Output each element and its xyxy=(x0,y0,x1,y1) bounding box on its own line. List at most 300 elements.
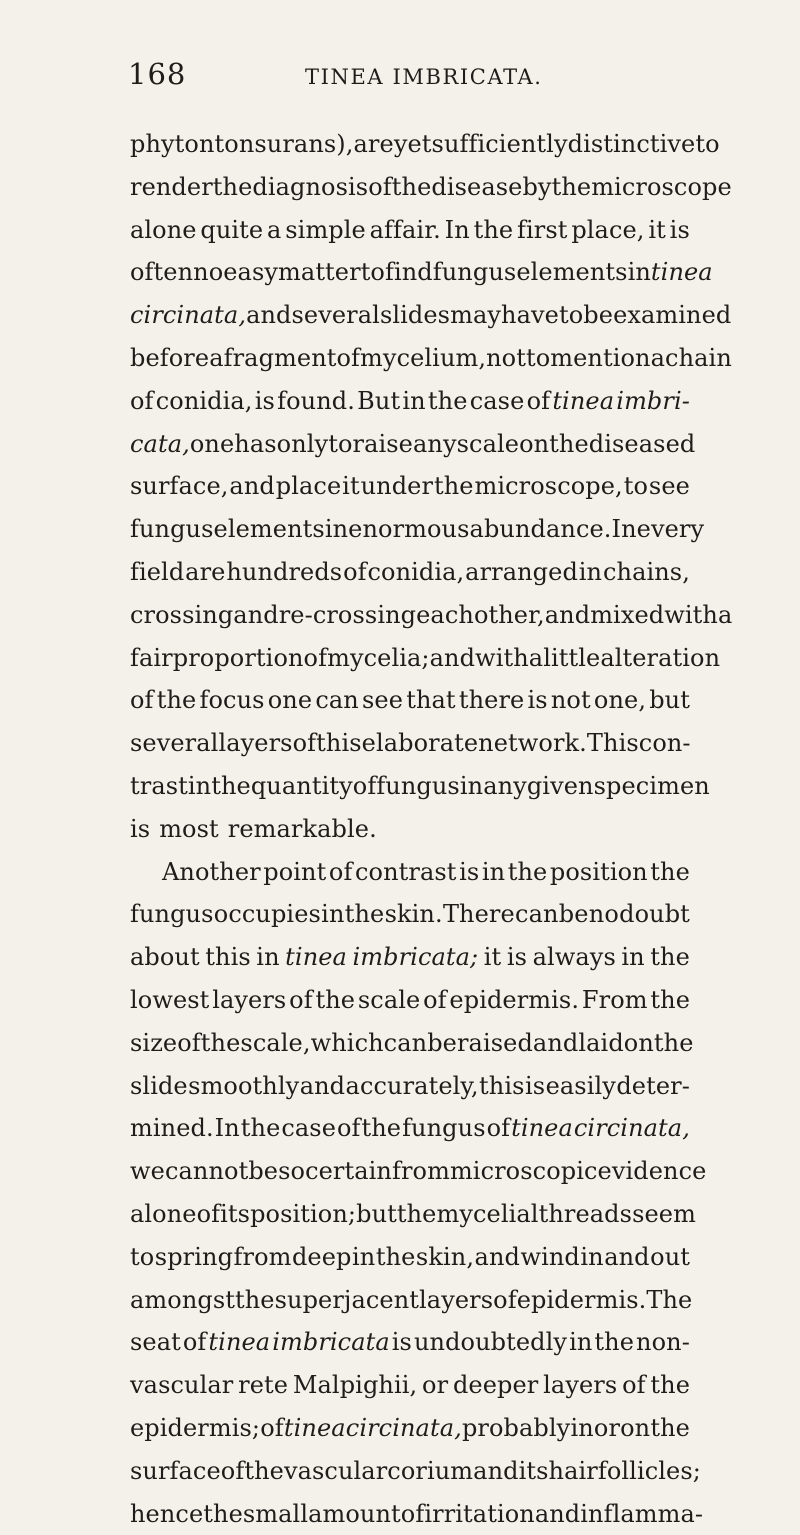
word: fungus xyxy=(402,1107,486,1150)
word: are xyxy=(354,123,394,166)
word: in xyxy=(325,508,348,551)
italic-word: circinata, xyxy=(574,1107,690,1150)
word: and xyxy=(430,637,475,680)
word: laid xyxy=(578,1022,623,1065)
word: elements xyxy=(516,251,627,294)
word: mixed xyxy=(590,594,664,637)
word: in xyxy=(628,251,651,294)
word: specimen xyxy=(594,765,710,808)
word: its xyxy=(220,1193,250,1236)
word: of xyxy=(221,1450,245,1493)
word: microscope xyxy=(591,166,732,209)
word: in xyxy=(579,551,602,594)
word: place xyxy=(276,465,342,508)
word: the xyxy=(650,979,690,1022)
word: not xyxy=(551,679,591,722)
word: evidence xyxy=(598,1150,707,1193)
word: only xyxy=(277,423,329,466)
word: of xyxy=(368,166,392,209)
word: mycelia; xyxy=(327,637,430,680)
word: alone xyxy=(130,1193,197,1236)
text-line xyxy=(130,465,690,508)
word: probably xyxy=(462,1407,570,1450)
word: network. xyxy=(478,722,587,765)
word: see xyxy=(362,679,403,722)
word: of xyxy=(343,551,367,594)
word: contrast xyxy=(355,851,457,894)
word: in xyxy=(460,765,483,808)
word: corium xyxy=(387,1450,473,1493)
page-header xyxy=(0,58,800,102)
word: of xyxy=(289,979,313,1022)
word: in xyxy=(321,893,344,936)
word: This xyxy=(587,722,639,765)
word: the xyxy=(434,465,474,508)
word: other, xyxy=(474,594,545,637)
word: re-crossing xyxy=(279,594,416,637)
word: about xyxy=(130,936,200,979)
word: examined xyxy=(613,294,731,337)
text-line xyxy=(130,423,690,466)
text-line xyxy=(130,1065,690,1108)
word: small xyxy=(243,1493,308,1535)
word: of xyxy=(260,1407,284,1450)
word: slide xyxy=(130,1065,188,1108)
word: of xyxy=(337,1107,361,1150)
word: ; xyxy=(693,1450,701,1493)
word: trast xyxy=(130,765,188,808)
word: affair. xyxy=(370,209,441,252)
word: the xyxy=(315,979,355,1022)
word: follicles xyxy=(598,1450,693,1493)
word: seat xyxy=(130,1321,181,1364)
word: case xyxy=(281,1107,336,1150)
word: this xyxy=(205,936,251,979)
word: epidermis; xyxy=(130,1407,260,1450)
word: with xyxy=(664,594,718,637)
word: of xyxy=(197,1193,221,1236)
word: there xyxy=(459,679,524,722)
word: the xyxy=(213,166,253,209)
word: see xyxy=(649,465,690,508)
word: phyton xyxy=(130,123,215,166)
word: In xyxy=(612,508,637,551)
word: scale xyxy=(457,423,519,466)
word: any xyxy=(413,423,457,466)
word: we xyxy=(130,1150,165,1193)
word: can xyxy=(515,893,559,936)
italic-word: tinea xyxy=(284,1407,346,1450)
text-line xyxy=(130,1450,690,1493)
word: not xyxy=(486,337,526,380)
word: no xyxy=(589,893,619,936)
word: mined. xyxy=(130,1107,214,1150)
word: diseased xyxy=(589,423,696,466)
text-line xyxy=(130,294,690,337)
word: several xyxy=(292,294,380,337)
word: layers xyxy=(212,979,286,1022)
word: the xyxy=(397,1193,437,1236)
word: cannot xyxy=(165,1150,248,1193)
word: easily xyxy=(546,1065,616,1108)
text-line xyxy=(130,1193,690,1236)
word: be xyxy=(559,893,589,936)
word: occupies xyxy=(214,893,321,936)
word: hundreds xyxy=(226,551,342,594)
word: hair xyxy=(549,1450,598,1493)
word: from xyxy=(392,1150,450,1193)
word: is xyxy=(528,679,548,722)
word: deeper xyxy=(453,1364,538,1407)
word: and xyxy=(246,294,291,337)
word: undoubtedly xyxy=(414,1321,567,1364)
word: that xyxy=(406,679,455,722)
word: layers xyxy=(543,1364,617,1407)
word: hence xyxy=(130,1493,203,1535)
word: fungus xyxy=(130,893,214,936)
word: so xyxy=(278,1150,305,1193)
word: size xyxy=(130,1022,177,1065)
word: a xyxy=(529,637,543,680)
word: and xyxy=(473,1450,518,1493)
text-line xyxy=(130,209,690,252)
word: and xyxy=(475,1236,520,1279)
word: may xyxy=(450,294,501,337)
word: and xyxy=(545,594,590,637)
word: of xyxy=(183,1321,207,1364)
word: the xyxy=(362,1107,402,1150)
word: always xyxy=(533,936,616,979)
word: the xyxy=(244,1450,284,1493)
word: of xyxy=(622,1364,646,1407)
word: to xyxy=(695,123,719,166)
word: can xyxy=(384,1022,428,1065)
word: spring xyxy=(155,1236,233,1279)
word: out xyxy=(650,1236,690,1279)
word: deter- xyxy=(616,1065,690,1108)
word: to xyxy=(526,337,550,380)
word: skin, xyxy=(416,1236,474,1279)
word: and xyxy=(233,594,278,637)
word: this xyxy=(479,1065,525,1108)
word: of xyxy=(293,722,317,765)
word: each xyxy=(416,594,474,637)
word: several xyxy=(130,722,218,765)
text-line xyxy=(130,337,690,380)
word: but xyxy=(649,679,690,722)
text-line xyxy=(130,1150,690,1193)
italic-word: tinea xyxy=(651,251,713,294)
word: layers xyxy=(419,1279,493,1322)
word: one xyxy=(268,679,312,722)
word: yet xyxy=(394,123,432,166)
text-line xyxy=(130,1279,690,1322)
word: easy xyxy=(223,251,278,294)
word: render xyxy=(130,166,213,209)
text-line xyxy=(130,979,690,1022)
word: There xyxy=(443,893,515,936)
word: In xyxy=(445,209,470,252)
word: the xyxy=(241,1107,281,1150)
word: surface xyxy=(130,1450,221,1493)
text-line xyxy=(130,893,690,936)
text-line xyxy=(130,1107,690,1150)
word: and xyxy=(533,1022,578,1065)
word: scale, xyxy=(240,1022,310,1065)
text-line xyxy=(130,808,690,851)
word: deep xyxy=(292,1236,352,1279)
word: elaborate xyxy=(362,722,479,765)
word: doubt xyxy=(619,893,690,936)
word: inflamma- xyxy=(580,1493,703,1535)
word: the xyxy=(594,1321,634,1364)
italic-word: imbri- xyxy=(616,380,690,423)
word: the xyxy=(650,1407,690,1450)
word: distinctive xyxy=(568,123,696,166)
word: irritation xyxy=(424,1493,534,1535)
word: in xyxy=(402,380,425,423)
word: have xyxy=(501,294,559,337)
word: remarkable. xyxy=(228,808,377,851)
word: with xyxy=(475,637,529,680)
word: crossing xyxy=(130,594,233,637)
word: the xyxy=(392,166,432,209)
word: and xyxy=(535,1493,580,1535)
text-line xyxy=(130,765,690,808)
word: point xyxy=(263,851,326,894)
word: its xyxy=(519,1450,549,1493)
word: rete xyxy=(238,1364,288,1407)
text-line xyxy=(130,936,690,979)
word: amount xyxy=(308,1493,401,1535)
text-line xyxy=(130,1364,690,1407)
word: the xyxy=(650,936,690,979)
text-line xyxy=(130,851,690,894)
running-head: TINEA IMBRICATA. xyxy=(305,64,543,90)
word: it xyxy=(648,209,666,252)
word: mycelial xyxy=(436,1193,538,1236)
word: the xyxy=(654,1022,694,1065)
word: chains, xyxy=(603,551,690,594)
word: to xyxy=(361,251,385,294)
italic-word: imbricata; xyxy=(353,936,479,979)
word: epidermis. xyxy=(449,979,579,1022)
word: but xyxy=(356,1193,397,1236)
text-line xyxy=(130,508,690,551)
word: which xyxy=(311,1022,384,1065)
word: microscopic xyxy=(450,1150,598,1193)
word: quantity xyxy=(251,765,353,808)
word: of xyxy=(527,380,551,423)
word: and xyxy=(229,465,274,508)
word: it xyxy=(484,936,502,979)
italic-word: tinea xyxy=(208,1321,270,1364)
word: non- xyxy=(636,1321,690,1364)
word: on xyxy=(624,1022,654,1065)
word: mention xyxy=(550,337,650,380)
word: be xyxy=(583,294,613,337)
word: in xyxy=(621,936,644,979)
word: of xyxy=(423,979,447,1022)
word: microscope, xyxy=(474,465,622,508)
word: fungus xyxy=(376,765,460,808)
word: alone xyxy=(130,209,197,252)
word: con- xyxy=(639,722,691,765)
text-line xyxy=(130,1407,690,1450)
word: diagnosis xyxy=(252,166,368,209)
word: of xyxy=(401,1493,425,1535)
word: the xyxy=(203,1493,243,1535)
word: wind xyxy=(520,1236,579,1279)
word: to xyxy=(130,1236,154,1279)
word: matter xyxy=(278,251,361,294)
word: the xyxy=(235,1279,275,1322)
word: superjacent xyxy=(275,1279,419,1322)
word: and xyxy=(604,1236,649,1279)
text-line xyxy=(130,637,690,680)
word: little xyxy=(543,637,600,680)
word: any xyxy=(483,765,527,808)
word: no xyxy=(193,251,223,294)
word: smoothly xyxy=(188,1065,299,1108)
word: can xyxy=(315,679,359,722)
word: quite xyxy=(200,209,263,252)
word: or xyxy=(422,1364,448,1407)
text-line xyxy=(130,1236,690,1279)
word: mycelium, xyxy=(360,337,486,380)
text-line xyxy=(130,679,690,722)
word: first xyxy=(517,209,568,252)
word: in xyxy=(569,1321,592,1364)
italic-word: tinea xyxy=(552,380,614,423)
text-line xyxy=(130,251,690,294)
word: seem xyxy=(632,1193,696,1236)
word: conidia, xyxy=(156,380,253,423)
word: it xyxy=(342,465,360,508)
word: to xyxy=(624,465,648,508)
word: field xyxy=(130,551,184,594)
page-number: 168 xyxy=(128,58,186,90)
word: raise xyxy=(353,423,413,466)
word: of xyxy=(337,337,361,380)
word: fungus xyxy=(130,508,214,551)
word: the xyxy=(508,851,548,894)
word: on xyxy=(519,423,549,466)
word: proportion xyxy=(173,637,304,680)
word: before xyxy=(130,337,209,380)
word: The xyxy=(646,1279,692,1322)
italic-word: circinata, xyxy=(346,1407,462,1450)
word: fair xyxy=(130,637,173,680)
word: simple xyxy=(285,209,366,252)
word: from xyxy=(234,1236,292,1279)
word: of xyxy=(304,637,328,680)
text-line xyxy=(130,123,690,166)
word: is xyxy=(459,851,479,894)
text-line xyxy=(130,594,690,637)
word: is xyxy=(670,209,690,252)
italic-word: cata, xyxy=(130,423,190,466)
word: surface, xyxy=(130,465,229,508)
word: enormous xyxy=(348,508,469,551)
word: is xyxy=(392,1321,412,1364)
word: find xyxy=(385,251,433,294)
word: layers xyxy=(218,722,292,765)
word: the xyxy=(650,851,690,894)
word: often xyxy=(130,251,193,294)
word: the xyxy=(428,380,468,423)
text-line xyxy=(130,1022,690,1065)
word: a xyxy=(209,337,223,380)
body-text xyxy=(130,123,690,1535)
word: be xyxy=(248,1150,278,1193)
word: of xyxy=(130,679,154,722)
word: position xyxy=(550,851,648,894)
text-line xyxy=(130,1321,690,1364)
word: in xyxy=(256,936,279,979)
word: disease xyxy=(431,166,522,209)
word: every xyxy=(637,508,705,551)
word: From xyxy=(582,979,648,1022)
word: a xyxy=(651,337,665,380)
word: scale xyxy=(358,979,420,1022)
word: the xyxy=(201,1022,241,1065)
word: skin. xyxy=(385,893,443,936)
word: is xyxy=(507,936,527,979)
word: Another xyxy=(162,851,261,894)
word: focus xyxy=(200,679,265,722)
word: the xyxy=(345,893,385,936)
word: elements xyxy=(214,508,325,551)
word: in xyxy=(352,1236,375,1279)
word: in xyxy=(580,1236,603,1279)
word: the xyxy=(549,423,589,466)
word: of xyxy=(487,1107,511,1150)
italic-word: tinea xyxy=(511,1107,573,1150)
word: place, xyxy=(571,209,644,252)
word: lowest xyxy=(130,979,209,1022)
word: by xyxy=(522,166,551,209)
word: fragment xyxy=(224,337,337,380)
word: tonsurans), xyxy=(215,123,354,166)
word: But xyxy=(357,380,400,423)
word: the xyxy=(650,1364,690,1407)
word: of xyxy=(493,1279,517,1322)
word: chain xyxy=(665,337,732,380)
word: slides xyxy=(380,294,450,337)
word: of xyxy=(130,380,154,423)
word: of xyxy=(177,1022,201,1065)
word: has xyxy=(234,423,276,466)
text-line xyxy=(130,722,690,765)
word: raised xyxy=(457,1022,533,1065)
word: on xyxy=(620,1407,650,1450)
word: vascular xyxy=(284,1450,387,1493)
word: conidia, xyxy=(367,551,464,594)
word: sufficiently xyxy=(432,123,568,166)
word: found. xyxy=(277,380,355,423)
word: be xyxy=(427,1022,457,1065)
word: vascular xyxy=(130,1364,233,1407)
word: epidermis. xyxy=(517,1279,647,1322)
word: arranged xyxy=(465,551,578,594)
word: to xyxy=(559,294,583,337)
word: case xyxy=(470,380,525,423)
word: to xyxy=(328,423,352,466)
word: the xyxy=(376,1236,416,1279)
word: a xyxy=(718,594,732,637)
word: the xyxy=(552,166,592,209)
